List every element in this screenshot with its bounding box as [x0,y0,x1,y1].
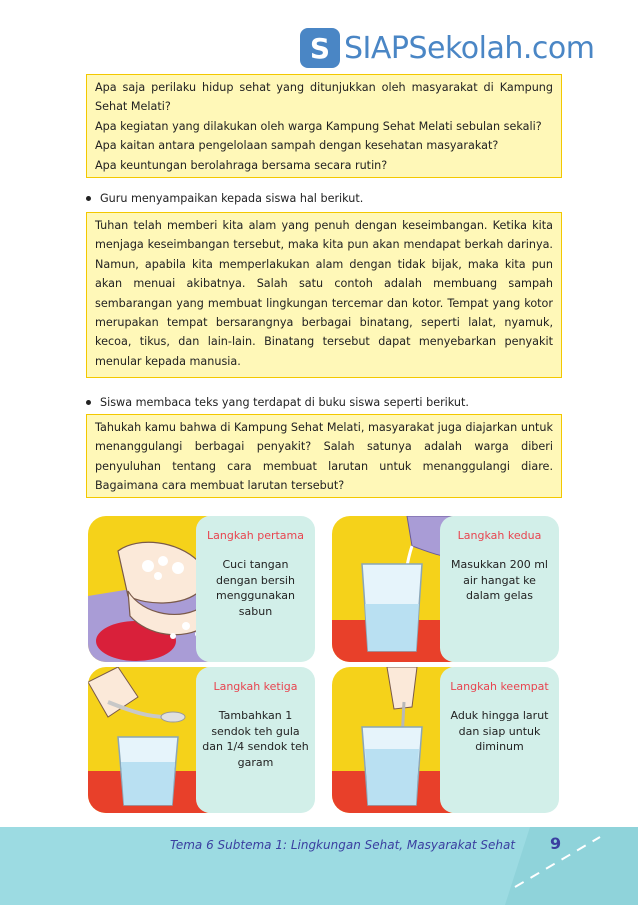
bullet-item [86,396,469,409]
student-text: Tahukah kamu bahwa di Kampung Sehat Melati, masyarakat juga diajarkan untuk menanggulangi berbagai penyakit? Salah satunya adalah warga diberi penyuluhan tentang cara membuat larutan untuk menanggulangi diare. Bagaimana cara membuat larutan tersebut? [95,421,553,493]
step-info [196,667,315,813]
question-3: Apa kaitan antara pengelolaan sampah dengan kesehatan masyarakat? [95,139,499,153]
step-description: Masukkan 200 ml air hangat ke dalam gelas [451,558,548,602]
step-card [88,516,315,662]
questions-box [86,74,562,178]
step-info [440,667,559,813]
bullet-dot [86,196,91,201]
step-title: Langkah keempat [450,680,549,693]
step-description: Cuci tangan dengan bersih menggunakan sabun [216,558,295,618]
step-info [196,516,315,662]
question-4: Apa keuntungan berolahraga bersama secara rutin? [95,158,388,172]
step-title: Langkah pertama [207,529,304,542]
bullet-dot [86,400,91,405]
step-description: Tambahkan 1 sendok teh gula dan 1/4 sendok teh garam [202,709,309,769]
bullet-text: Siswa membaca teks yang terdapat di buku siswa seperti berikut. [100,396,469,409]
step-title: Langkah ketiga [213,680,298,693]
student-text-box [86,414,562,498]
step-card [332,667,559,813]
page-number: 9 [550,834,562,853]
step-title: Langkah kedua [457,529,542,542]
bullet-text: Guru menyampaikan kepada siswa hal berikut. [100,192,364,205]
bullet-item [86,192,363,205]
step-description: Aduk hingga larut dan siap untuk diminum [450,709,549,753]
footer-title: Tema 6 Subtema 1: Lingkungan Sehat, Masyarakat Sehat [170,838,516,852]
step-card [88,667,315,813]
logo-text: SIAPSekolah.com [344,30,595,66]
question-2: Apa kegiatan yang dilakukan oleh warga Kampung Sehat Melati sebulan sekali? [95,119,542,133]
teacher-text: Tuhan telah memberi kita alam yang penuh dengan keseimbangan. Ketika kita menjaga keseimbangan tersebut, maka kita pun akan mendapat berkah darinya. Namun, apabila kita memperlakukan alam dengan tidak bijak, maka kita pun akan menuai akibatnya. Salah satu contoh adalah membuang sampah sembarangan yang membuat lingkungan tercemar dan kotor. Tempat yang kotor merupakan tempat bersarangnya berbagai binatang, seperti lalat, nyamuk, kecoa, tikus, dan lain-lain. Binatang tersebut dapat menyebarkan penyakit menular kepada manusia. [95,219,553,368]
step-info [440,516,559,662]
logo-badge: S [300,28,340,68]
step-card [332,516,559,662]
question-1: Apa saja perilaku hidup sehat yang ditunjukkan oleh masyarakat di Kampung Sehat Melati? [95,81,553,114]
site-logo [300,28,595,68]
teacher-text-box [86,212,562,378]
